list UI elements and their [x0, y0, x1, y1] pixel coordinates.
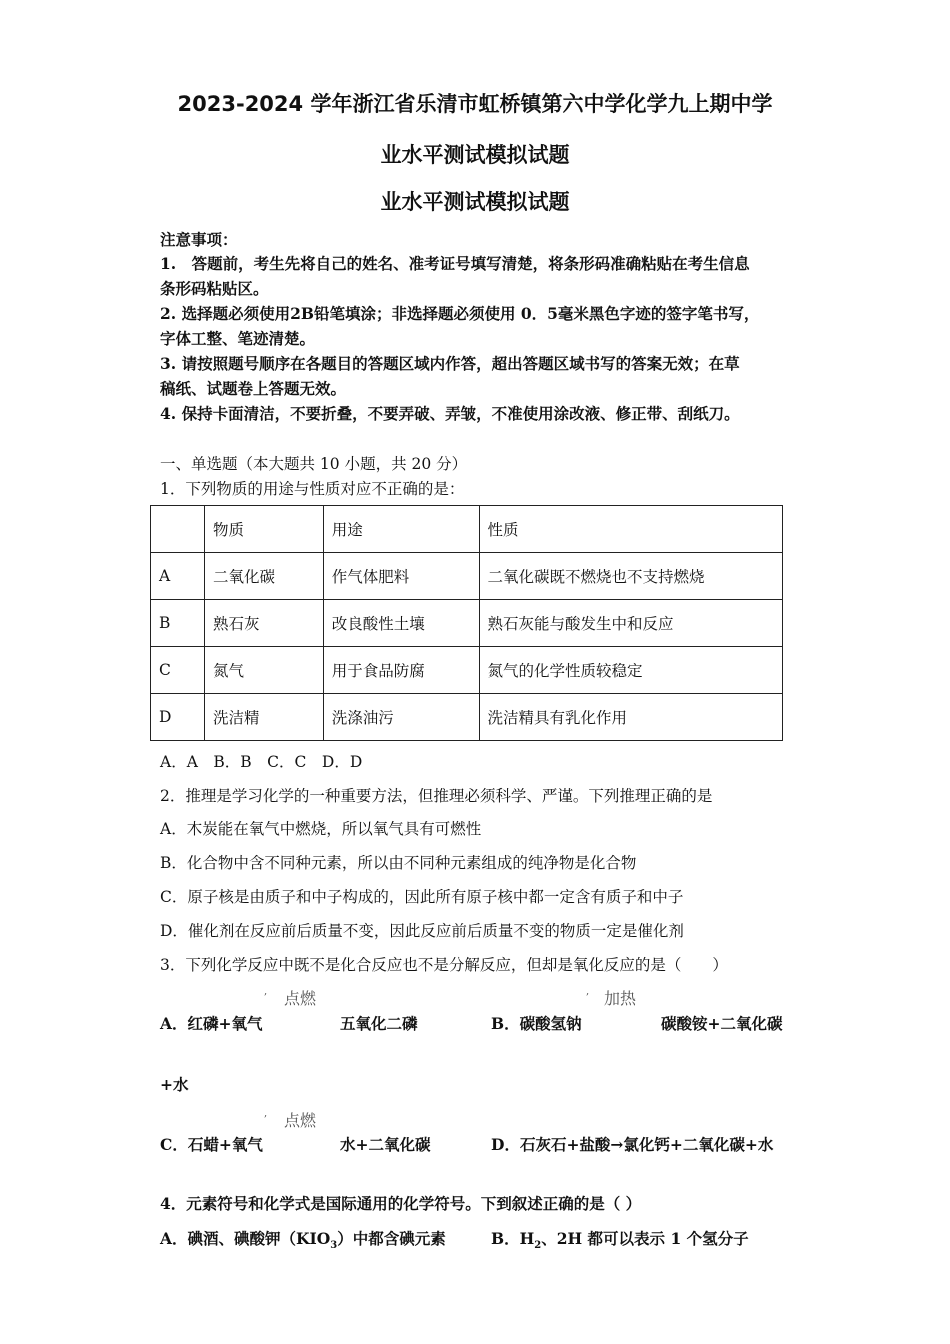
- table-cell: B: [151, 600, 205, 647]
- page-title-line-3: 业水平测试模拟试题: [380, 190, 570, 214]
- table-cell: 改良酸性土壤: [323, 600, 479, 647]
- table-cell: 洗洁精: [204, 694, 323, 741]
- table-header-row: [151, 506, 783, 553]
- question-3-option-a-products: 五氧化二磷: [340, 1014, 418, 1033]
- question-2-option-c: C．原子核是由质子和中子构成的，因此所有原子核中都一定含有质子和中子: [160, 888, 684, 906]
- section-heading: 一、单选题（本大题共 10 小题，共 20 分）: [160, 455, 468, 473]
- note-3-line-2: 稿纸、试题卷上答题无效。: [160, 379, 347, 398]
- table-row: [151, 553, 783, 600]
- question-1-options: A．A B．B C．C D．D: [160, 753, 363, 771]
- page-title-line-2: 业水平测试模拟试题: [380, 143, 570, 167]
- table-cell: D: [151, 694, 205, 741]
- question-3-option-b-continuation: +水: [160, 1075, 189, 1094]
- table-header-cell: 用途: [323, 506, 479, 553]
- table-header-cell: 性质: [479, 506, 783, 553]
- tick-mark: ,: [586, 986, 590, 997]
- tick-mark: ,: [264, 986, 268, 997]
- table-row: [151, 647, 783, 694]
- table-cell: 熟石灰能与酸发生中和反应: [479, 600, 783, 647]
- question-3-option-b-products: 碳酸铵+二氧化碳: [661, 1014, 783, 1033]
- table-cell: 作气体肥料: [323, 553, 479, 600]
- table-header-cell: [151, 506, 205, 553]
- table-row: [151, 694, 783, 741]
- question-4-stem: 4．元素符号和化学式是国际通用的化学符号。下到叙述正确的是（ ）: [160, 1194, 642, 1213]
- question-3-stem: 3．下列化学反应中既不是化合反应也不是分解反应，但却是氧化反应的是（ ）: [160, 956, 728, 974]
- question-2-option-d: D．催化剂在反应前后质量不变，因此反应前后质量不变的物质一定是催化剂: [160, 922, 684, 940]
- question-3-option-c-products: 水+二氧化碳: [340, 1135, 431, 1154]
- question-3-option-b-reactants: B．碳酸氢钠: [491, 1014, 582, 1033]
- option-b-text-end: 、2H 都可以表示 1 个氢分子: [541, 1229, 749, 1248]
- table-cell: A: [151, 553, 205, 600]
- table-cell: 洗涤油污: [323, 694, 479, 741]
- question-2-stem: 2．推理是学习化学的一种重要方法，但推理必须科学、严谨。下列推理正确的是: [160, 787, 713, 805]
- option-b-text: B．H: [491, 1229, 535, 1248]
- table-row: [151, 600, 783, 647]
- reaction-condition-ignite: 点燃: [284, 989, 317, 1008]
- question-3-option-a-reactants: A．红磷+氧气: [160, 1014, 263, 1033]
- table-cell: 用于食品防腐: [323, 647, 479, 694]
- tick-mark: ,: [264, 1108, 268, 1119]
- note-1-line-1: 1. 答题前，考生先将自己的姓名、准考证号填写清楚，将条形码准确粘贴在考生信息: [160, 254, 750, 273]
- table-cell: 氮气: [204, 647, 323, 694]
- note-2-line-2: 字体工整、笔迹清楚。: [160, 329, 316, 348]
- question-4-option-a: [160, 1227, 446, 1251]
- question-2-option-b: B．化合物中含不同种元素，所以由不同种元素组成的纯净物是化合物: [160, 854, 637, 872]
- table-cell: 二氧化碳既不燃烧也不支持燃烧: [479, 553, 783, 600]
- question-1-table: [150, 505, 783, 741]
- note-1-line-2: 条形码粘贴区。: [160, 279, 269, 298]
- table-cell: 熟石灰: [204, 600, 323, 647]
- table-cell: 洗洁精具有乳化作用: [479, 694, 783, 741]
- question-4-option-b: [491, 1227, 749, 1251]
- option-a-text: A．碘酒、碘酸钾（KIO: [160, 1229, 331, 1248]
- table-cell: 氮气的化学性质较稳定: [479, 647, 783, 694]
- note-4: 4. 保持卡面清洁，不要折叠，不要弄破、弄皱，不准使用涂改液、修正带、刮纸刀。: [160, 404, 740, 423]
- reaction-condition-heat: 加热: [604, 989, 637, 1008]
- question-2-option-a: A．木炭能在氧气中燃烧，所以氧气具有可燃性: [160, 820, 482, 838]
- notes-heading: 注意事项：: [160, 230, 238, 249]
- question-3-option-c-reactants: C．石蜡+氧气: [160, 1135, 263, 1154]
- table-header-cell: 物质: [204, 506, 323, 553]
- note-3-line-1: 3. 请按照题号顺序在各题目的答题区域内作答，超出答题区域书写的答案无效；在草: [160, 354, 740, 373]
- note-2-line-1: 2. 选择题必须使用2B铅笔填涂；非选择题必须使用 0．5毫米黑色字迹的签字笔书写，: [160, 304, 760, 323]
- subscript: 3: [330, 1240, 338, 1252]
- table-cell: C: [151, 647, 205, 694]
- reaction-condition-ignite: 点燃: [284, 1111, 317, 1130]
- table-cell: 二氧化碳: [204, 553, 323, 600]
- option-a-text-end: ）中都含碘元素: [337, 1229, 446, 1248]
- subscript: 2: [534, 1240, 542, 1252]
- question-1-stem: 1．下列物质的用途与性质对应不正确的是：: [160, 480, 465, 498]
- page-title-line-1: 2023-2024 学年浙江省乐清市虹桥镇第六中学化学九上期中学: [177, 92, 773, 116]
- question-3-option-d: D．石灰石+盐酸→氯化钙+二氧化碳+水: [491, 1135, 774, 1154]
